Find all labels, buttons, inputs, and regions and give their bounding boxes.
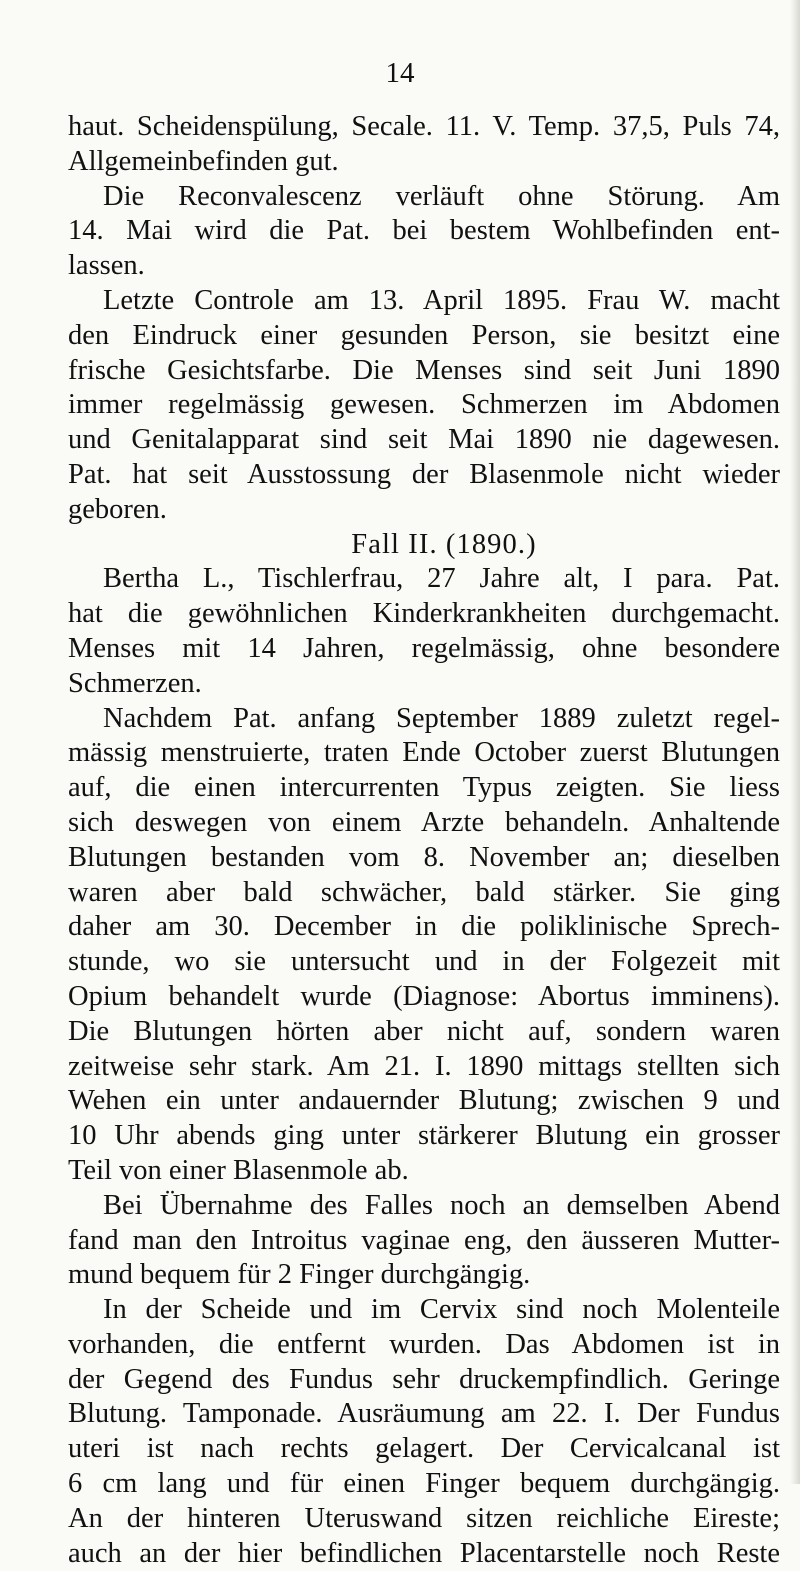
- text-line: haut. Scheidenspülung, Secale. 11. V. Temp. 37,5, Puls 74,: [68, 111, 780, 142]
- body-text: [68, 110, 780, 1571]
- text-line: Pat. hat seit Ausstossung der Blasenmole nicht wieder: [68, 458, 780, 490]
- text-line: Die Reconvalescenz verläuft ohne Störung. Am: [103, 180, 780, 212]
- text-line: Schmerzen.: [68, 667, 202, 699]
- text-line: auch an der hier befindlichen Placentarstelle noch Reste: [68, 1537, 780, 1569]
- text-line: fand man den Introitus vaginae eng, den äusseren Mutter-: [68, 1224, 780, 1256]
- text-line: lassen.: [68, 250, 145, 282]
- text-line: frische Gesichtsfarbe. Die Menses sind seit Juni 1890: [68, 354, 780, 386]
- text-line: hat die gewöhnlichen Kinderkrankheiten durchgemacht.: [68, 598, 780, 630]
- text-line: Letzte Controle am 13. April 1895. Frau W. macht: [103, 284, 780, 316]
- text-line: 10 Uhr abends ging unter stärkerer Blutung ein grosser: [68, 1120, 780, 1152]
- text-line: An der hinteren Uteruswand sitzen reichliche Eireste;: [68, 1502, 780, 1534]
- text-line: uteri ist nach rechts gelagert. Der Cervicalcanal ist: [68, 1433, 780, 1465]
- text-line: vorhanden, die entfernt wurden. Das Abdomen ist in: [68, 1328, 780, 1360]
- page-number: 14: [385, 57, 415, 89]
- text-line: Blutung. Tamponade. Ausräumung am 22. I. Der Fundus: [68, 1398, 780, 1430]
- page-edge-shadow: [790, 0, 800, 1484]
- text-line: stunde, wo sie untersucht und in der Folgezeit mit: [68, 946, 780, 978]
- text-line: 14. Mai wird die Pat. bei bestem Wohlbefinden ent-: [68, 215, 780, 247]
- text-line: daher am 30. December in die poliklinische Sprech-: [68, 911, 780, 943]
- text-line: den Eindruck einer gesunden Person, sie besitzt eine: [68, 319, 780, 351]
- text-line: waren aber bald schwächer, bald stärker. Sie ging: [68, 876, 780, 908]
- text-line: Menses mit 14 Jahren, regelmässig, ohne besondere: [68, 632, 780, 664]
- text-line: Bei Übernahme des Falles noch an demselben Abend: [103, 1189, 780, 1221]
- text-line: Nachdem Pat. anfang September 1889 zuletzt regel-: [103, 702, 780, 734]
- text-line: Allgemeinbefinden gut.: [68, 145, 339, 177]
- text-line: Teil von einer Blasenmole ab.: [68, 1154, 409, 1186]
- text-line: 6 cm lang und für einen Finger bequem durchgängig.: [68, 1468, 780, 1500]
- text-line: geboren.: [68, 493, 167, 525]
- text-line: In der Scheide und im Cervix sind noch Molenteile: [103, 1294, 780, 1326]
- text-line: Wehen ein unter andauernder Blutung; zwischen 9 und: [68, 1085, 780, 1117]
- text-line: der Gegend des Fundus sehr druckempfindlich. Geringe: [68, 1363, 780, 1395]
- text-line: Bertha L., Tischlerfrau, 27 Jahre alt, I para. Pat.: [103, 563, 780, 595]
- text-line: Die Blutungen hörten aber nicht auf, sondern waren: [68, 1015, 780, 1047]
- text-line: Opium behandelt wurde (Diagnose: Abortus imminens).: [68, 980, 780, 1012]
- text-line: immer regelmässig gewesen. Schmerzen im Abdomen: [68, 389, 780, 421]
- text-line: und Genitalapparat sind seit Mai 1890 nie dagewesen.: [68, 424, 780, 456]
- text-line: mund bequem für 2 Finger durchgängig.: [68, 1259, 531, 1291]
- text-line: Blutungen bestanden vom 8. November an; dieselben: [68, 841, 780, 873]
- text-line: sich deswegen von einem Arzte behandeln. Anhaltende: [68, 806, 780, 838]
- text-line: mässig menstruierte, traten Ende October zuerst Blutungen: [68, 737, 780, 769]
- section-heading: Fall II. (1890.): [351, 528, 537, 560]
- text-line: zeitweise sehr stark. Am 21. I. 1890 mittags stellten sich: [68, 1050, 780, 1082]
- text-line: auf, die einen intercurrenten Typus zeigten. Sie liess: [68, 772, 780, 804]
